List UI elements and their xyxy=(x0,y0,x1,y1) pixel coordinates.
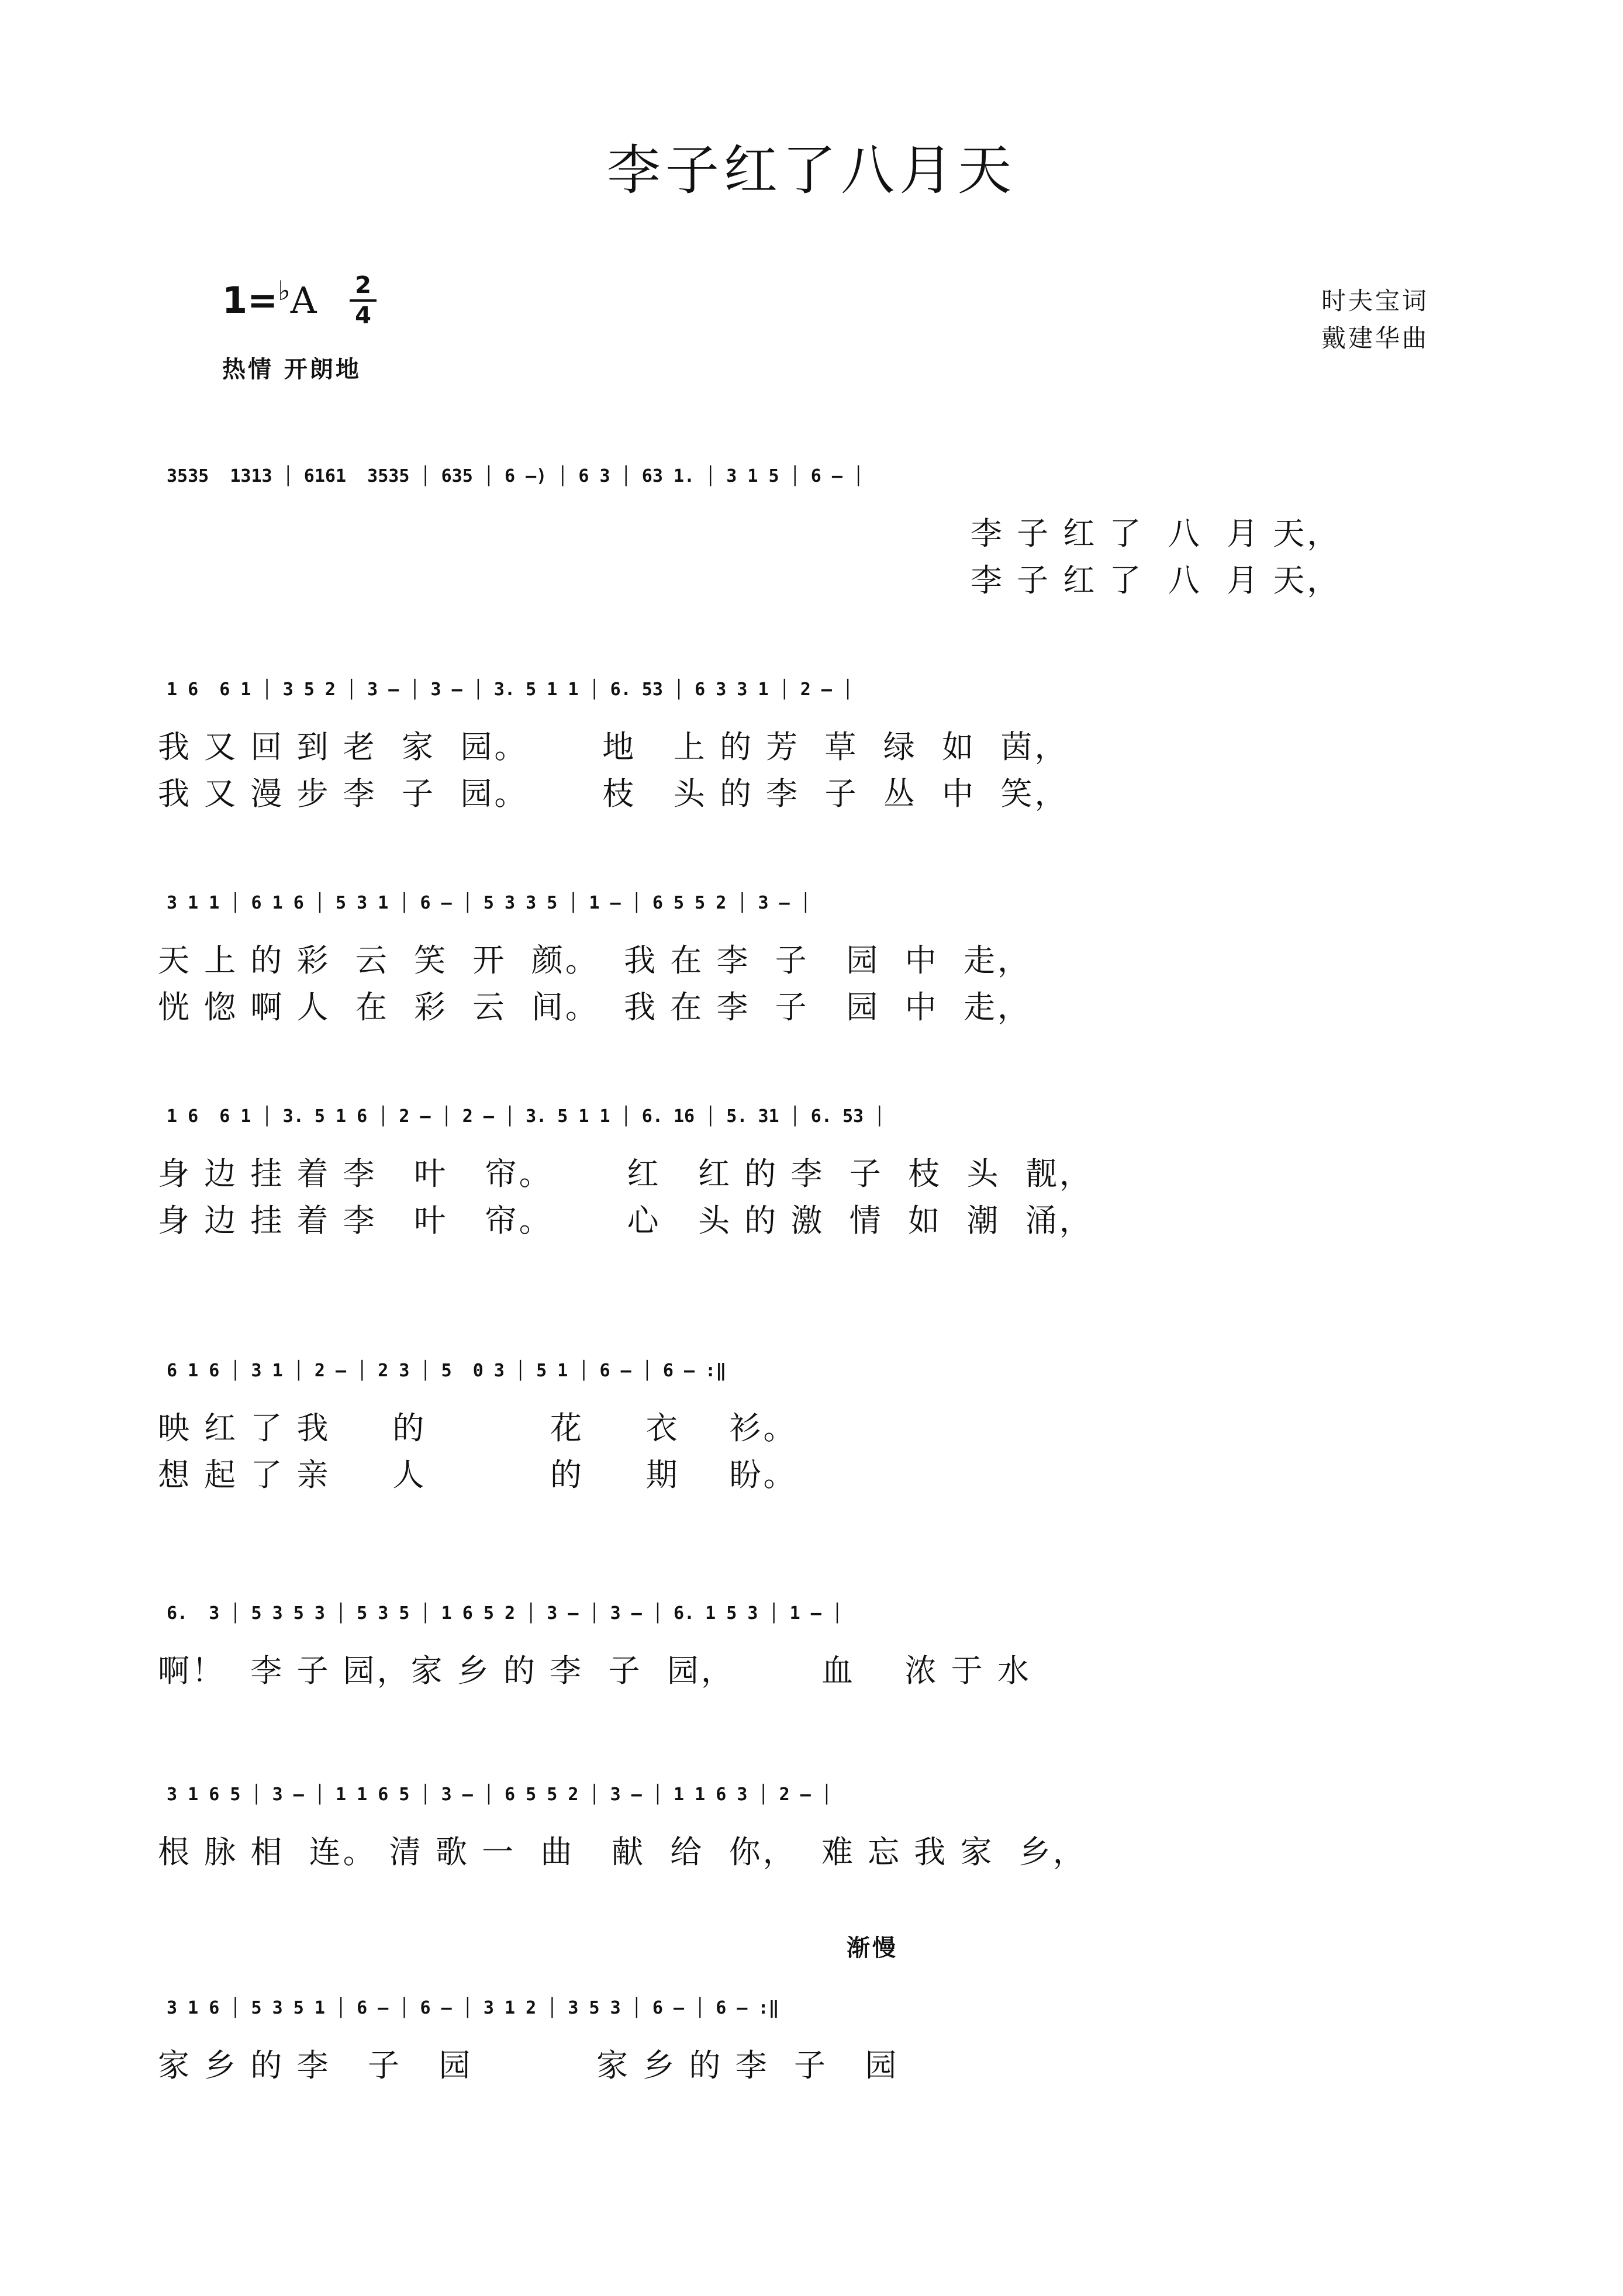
notation-line: 6. 3 │ 5 3 5 3 │ 5 3 5 │ 1 6 5 2 │ 3 – │ 3 – │ 6. 1 5 3 │ 1 – │ xyxy=(167,1603,842,1624)
lyric-verse-1: 根 脉 相 连。 清 歌 一 曲 献 给 你， 难 忘 我 家 乡， xyxy=(158,1834,1087,1870)
notation-line: 3535 1313 │ 6161 3535 │ 635 │ 6 –) │ 6 3 │ 63 1. │ 3 1 5 │ 6 – │ xyxy=(167,466,864,486)
lyric-verse-1: 映 红 了 我 的 花 衣 衫。 xyxy=(158,1410,797,1446)
time-signature xyxy=(348,272,378,329)
lyric-verse-1: 李 子 红 了 八 月 天， xyxy=(971,515,1341,552)
key-tonic: A xyxy=(290,279,317,322)
lyric-verse-2: 恍 惚 啊 人 在 彩 云 间。 我 在 李 子 园 中 走， xyxy=(158,989,1031,1026)
key-prefix: 1= xyxy=(222,279,278,322)
lyricist-credit: 时夫宝词 xyxy=(1321,286,1429,315)
lyric-verse-2: 我 又 漫 步 李 子 园。 枝 头 的 李 子 丛 中 笑， xyxy=(158,775,1069,812)
notation-line: 1 6 6 1 │ 3. 5 1 6 │ 2 – │ 2 – │ 3. 5 1 1 │ 6. 16 │ 5. 31 │ 6. 53 │ xyxy=(167,1106,885,1127)
lyric-verse-1: 天 上 的 彩 云 笑 开 颜。 我 在 李 子 园 中 走， xyxy=(158,942,1031,979)
flat-sign: ♭ xyxy=(278,275,291,306)
notation-line: 3 1 6 5 │ 3 – │ 1 1 6 5 │ 3 – │ 6 5 5 2 │ 3 – │ 1 1 6 3 │ 2 – │ xyxy=(167,1784,832,1805)
rit-marking: 渐慢 xyxy=(847,1935,898,1962)
tempo-marking: 热情 开朗地 xyxy=(222,356,361,383)
notation-line: 1 6 6 1 │ 3 5 2 │ 3 – │ 3 – │ 3. 5 1 1 │ 6. 53 │ 6 3 3 1 │ 2 – │ xyxy=(167,679,853,700)
time-signature-numerator: 2 xyxy=(355,272,371,299)
lyric-verse-2: 身 边 挂 着 李 叶 帘。 心 头 的 激 情 如 潮 涌， xyxy=(158,1202,1093,1239)
notation-line: 3 1 6 │ 5 3 5 1 │ 6 – │ 6 – │ 3 1 2 │ 3 5 3 │ 6 – │ 6 – :‖ xyxy=(167,1998,779,2018)
lyric-verse-1: 啊！ 李 子 园，家 乡 的 李 子 园， 血 浓 于 水 xyxy=(158,1652,1031,1689)
notation-line: 6 1 6 │ 3 1 │ 2 – │ 2 3 │ 5 0 3 │ 5 1 │ 6 – │ 6 – :‖ xyxy=(167,1361,727,1381)
lyric-verse-2: 想 起 了 亲 人 的 期 盼。 xyxy=(158,1456,797,1493)
lyric-verse-2: 李 子 红 了 八 月 天， xyxy=(971,562,1341,599)
notation-line: 3 1 1 │ 6 1 6 │ 5 3 1 │ 6 – │ 5 3 3 5 │ 1 – │ 6 5 5 2 │ 3 – │ xyxy=(167,893,811,913)
key-signature xyxy=(222,275,317,322)
lyric-verse-1: 家 乡 的 李 子 园 家 乡 的 李 子 园 xyxy=(158,2047,899,2084)
time-signature-bar xyxy=(350,299,377,302)
lyric-verse-1: 我 又 回 到 老 家 园。 地 上 的 芳 草 绿 如 茵， xyxy=(158,728,1069,765)
song-title: 李子红了八月天 xyxy=(606,139,1016,202)
time-signature-denominator: 4 xyxy=(355,302,371,329)
lyric-verse-1: 身 边 挂 着 李 叶 帘。 红 红 的 李 子 枝 头 靓， xyxy=(158,1155,1093,1192)
composer-credit: 戴建华曲 xyxy=(1321,324,1429,353)
